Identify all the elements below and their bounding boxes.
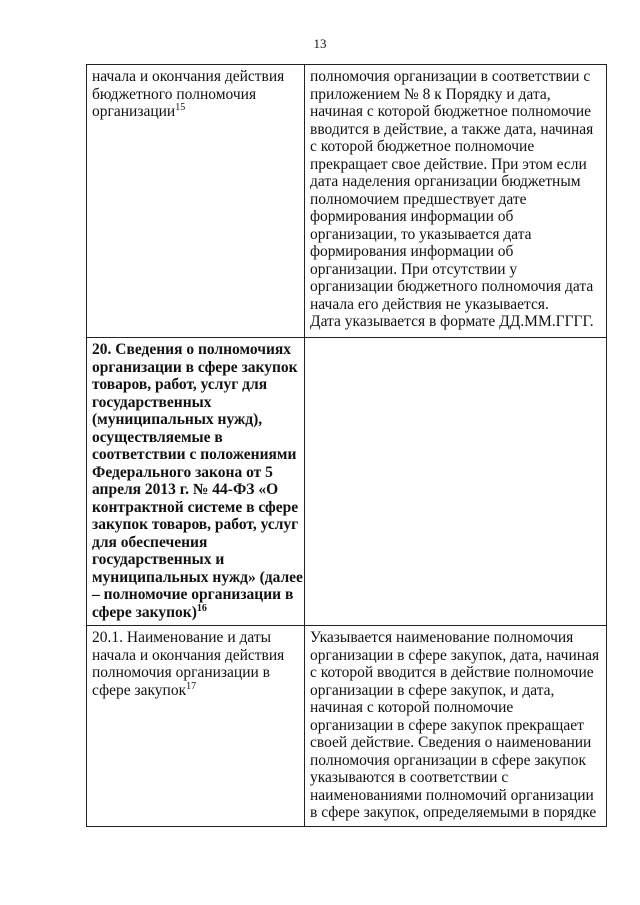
footnote-marker: 15 (175, 101, 186, 113)
section-heading-line: закупок товаров, работ, услуг (92, 516, 299, 533)
row-label-line (92, 103, 299, 121)
description-line: организации в сфере закупок прекращает (310, 716, 584, 734)
description-line: организации, то указывается дата (310, 225, 532, 243)
table-row (87, 626, 607, 827)
section-heading-line: организации в сфере закупок (92, 358, 298, 376)
row-label-text: организации (92, 103, 176, 120)
section-heading-text: сфере закупок) (92, 603, 197, 621)
description-line: начиная с которой полномочие (310, 699, 514, 716)
table-row (87, 65, 607, 338)
description-line: организации в сфере закупок, дата, начиная (310, 646, 600, 664)
section-heading-line: Федерального закона от 5 (92, 463, 273, 481)
description-line: полномочия организации в соответствии с (310, 68, 591, 85)
section-heading-line: государственных (92, 393, 212, 411)
section-heading-line: государственных и (92, 551, 225, 568)
footnote-marker: 16 (196, 602, 207, 614)
description-line: вводится в действие, а также дата, начиная (310, 120, 594, 138)
description-line: организации бюджетного полномочия дата (310, 278, 594, 295)
description-line: дата наделения организации бюджетным (310, 173, 581, 190)
description-line: Указывается наименование полномочия (310, 629, 574, 646)
table-row (87, 338, 607, 626)
row-label-line: начала и окончания действия (92, 68, 285, 85)
section-heading-line (92, 604, 299, 622)
row-label-cell (87, 626, 305, 827)
description-line: приложением № 8 к Порядку и дата, (310, 85, 551, 103)
empty-description-cell (305, 338, 607, 626)
section-heading-line: осуществляемые в (92, 428, 223, 446)
section-heading-line: муниципальных нужд» (далее (92, 568, 303, 586)
row-label-line: 20.1. Наименование и даты (92, 629, 272, 646)
row-description-cell (305, 626, 607, 827)
description-line: организации в сфере закупок, и дата, (310, 681, 555, 699)
description-line: Дата указывается в формате ДД.ММ.ГГГГ. (310, 313, 594, 330)
row-label-cell (87, 65, 305, 338)
description-line: начала его действия не указывается. (310, 295, 549, 313)
page-number: 13 (313, 36, 327, 51)
description-line: прекращает свое действие. При этом если (310, 155, 587, 173)
description-line: формирования информации об (310, 208, 514, 225)
description-line: с которой вводится в действие полномочие (310, 664, 594, 681)
description-line: организации. При отсутствии у (310, 260, 518, 278)
section-heading-line: 20. Сведения о полномочиях (92, 341, 292, 358)
document-table (86, 64, 607, 827)
footnote-marker: 17 (186, 680, 197, 692)
row-label-line: полномочия организации в (92, 664, 270, 681)
section-heading-line: контрактной системе в сфере (92, 498, 299, 516)
description-line: в сфере закупок, определяемыми в порядке (310, 804, 597, 821)
description-line: полномочием предшествует дате (310, 190, 527, 208)
row-label-text: сфере закупок (92, 681, 187, 699)
section-heading-line: – полномочие организации в (92, 586, 294, 603)
description-line: наименованиями полномочий организации (310, 786, 594, 804)
section-heading-line: соответствии с положениями (92, 446, 297, 463)
section-heading-cell (87, 338, 305, 626)
description-line: начиная с которой бюджетное полномочие (310, 103, 592, 120)
description-line: указываются в соответствии с (310, 769, 509, 786)
row-label-line: начала и окончания действия (92, 646, 285, 664)
description-line: с которой бюджетное полномочие (310, 138, 535, 155)
row-label-line (92, 682, 299, 700)
row-label-line: бюджетного полномочия (92, 85, 257, 103)
section-heading-line: товаров, работ, услуг для (92, 376, 268, 393)
section-heading-line: (муниципальных нужд), (92, 411, 263, 428)
section-heading-line: апреля 2013 г. № 44-ФЗ «О (92, 481, 279, 498)
section-heading-line: для обеспечения (92, 533, 208, 551)
row-description-cell (305, 65, 607, 338)
description-line: формирования информации об (310, 243, 514, 260)
description-line: своей действие. Сведения о наименовании (310, 734, 592, 751)
description-line: полномочия организации в сфере закупок (310, 751, 586, 769)
